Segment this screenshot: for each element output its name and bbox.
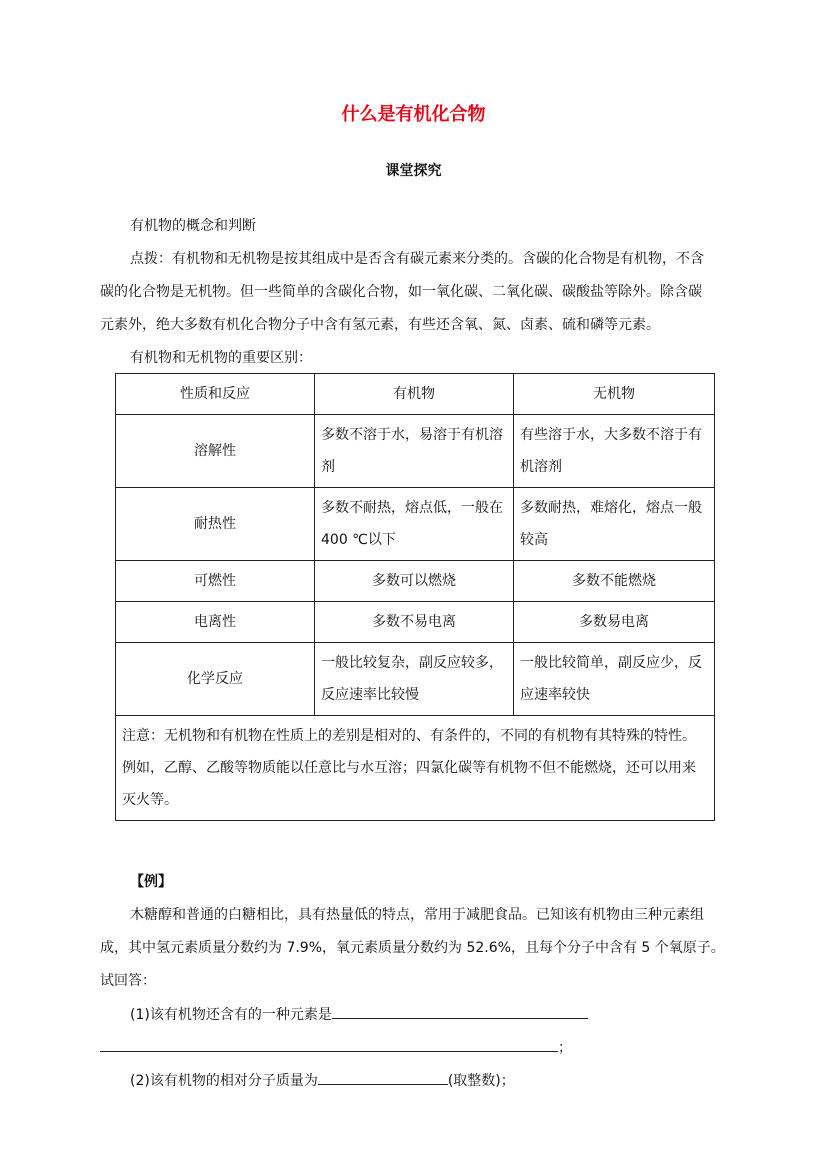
question-2-text: (2)该有机物的相对分子质量为 <box>130 1073 318 1089</box>
header-inorganic: 无机物 <box>514 374 715 415</box>
inorganic-cell: 多数不能燃烧 <box>514 561 715 602</box>
example-label: 【例】 <box>130 874 172 890</box>
section-title: 课堂探究 <box>385 163 442 179</box>
inorganic-cell: 多数耐热，难熔化，熔点一般较高 <box>514 488 715 561</box>
table-row <box>116 643 715 716</box>
question-2 <box>130 1070 750 1091</box>
organic-cell: 多数不易电离 <box>315 602 514 643</box>
property-cell: 耐热性 <box>116 488 315 561</box>
question-1-end: ； <box>558 1040 572 1056</box>
paragraph-line: 元素外，绝大多数有机化合物分子中含有氢元素，有些还含氧、氮、卤素、硫和磷等元素。 <box>100 317 660 333</box>
question-2-end: (取整数)； <box>447 1073 515 1089</box>
question-1 <box>130 1004 750 1025</box>
inorganic-cell: 有些溶于水，大多数不溶于有机溶剂 <box>514 415 715 488</box>
answer-blank-1[interactable] <box>332 1004 588 1019</box>
header-property: 性质和反应 <box>116 374 315 415</box>
table-row <box>116 561 715 602</box>
inorganic-cell: 一般比较简单，副反应少，反应速率较快 <box>514 643 715 716</box>
organic-cell: 一般比较复杂，副反应较多，反应速率比较慢 <box>315 643 514 716</box>
property-cell: 电离性 <box>116 602 315 643</box>
table-intro: 有机物和无机物的重要区别： <box>130 350 312 366</box>
example-text-line: 试回答： <box>100 973 156 989</box>
table-row <box>116 602 715 643</box>
property-cell: 可燃性 <box>116 561 315 602</box>
document-title: 什么是有机化合物 <box>341 104 486 125</box>
table-note-row <box>116 716 715 821</box>
paragraph-line: 点拨：有机物和无机物是按其组成中是否含有碳元素来分类的。含碳的化合物是有机物，不含 <box>130 251 704 267</box>
comparison-table <box>115 373 715 821</box>
table-note: 注意：无机物和有机物在性质上的差别是相对的、有条件的，不同的有机物有其特殊的特性。例如，乙醇、乙酸等物质能以任意比与水互溶；四氯化碳等有机物不但不能燃烧，还可以用来灭火等。 <box>116 716 715 821</box>
organic-cell: 多数不耐热，熔点低，一般在400 ℃以下 <box>315 488 514 561</box>
table-row <box>116 488 715 561</box>
table-header-row <box>116 374 715 415</box>
paragraph-line: 碳的化合物是无机物。但一些简单的含碳化合物，如一氧化碳、二氧化碳、碳酸盐等除外。除含碳 <box>100 284 702 300</box>
example-text-line: 木糖醇和普通的白糖相比，具有热量低的特点，常用于减肥食品。已知该有机物由三种元素组 <box>130 907 704 923</box>
concept-heading: 有机物的概念和判断 <box>130 218 256 234</box>
example-text-line: 成，其中氢元素质量分数约为 7.9%，氧元素质量分数约为 52.6%，且每个分子中含有 5 个氧原子。 <box>100 940 725 956</box>
question-1-text: (1)该有机物还含有的一种元素是 <box>130 1007 332 1023</box>
organic-cell: 多数可以燃烧 <box>315 561 514 602</box>
answer-blank-1-continued[interactable] <box>100 1037 558 1052</box>
question-1-continued <box>100 1037 720 1058</box>
property-cell: 化学反应 <box>116 643 315 716</box>
header-organic: 有机物 <box>315 374 514 415</box>
table-row <box>116 415 715 488</box>
property-cell: 溶解性 <box>116 415 315 488</box>
organic-cell: 多数不溶于水，易溶于有机溶剂 <box>315 415 514 488</box>
inorganic-cell: 多数易电离 <box>514 602 715 643</box>
answer-blank-2[interactable] <box>318 1070 448 1085</box>
